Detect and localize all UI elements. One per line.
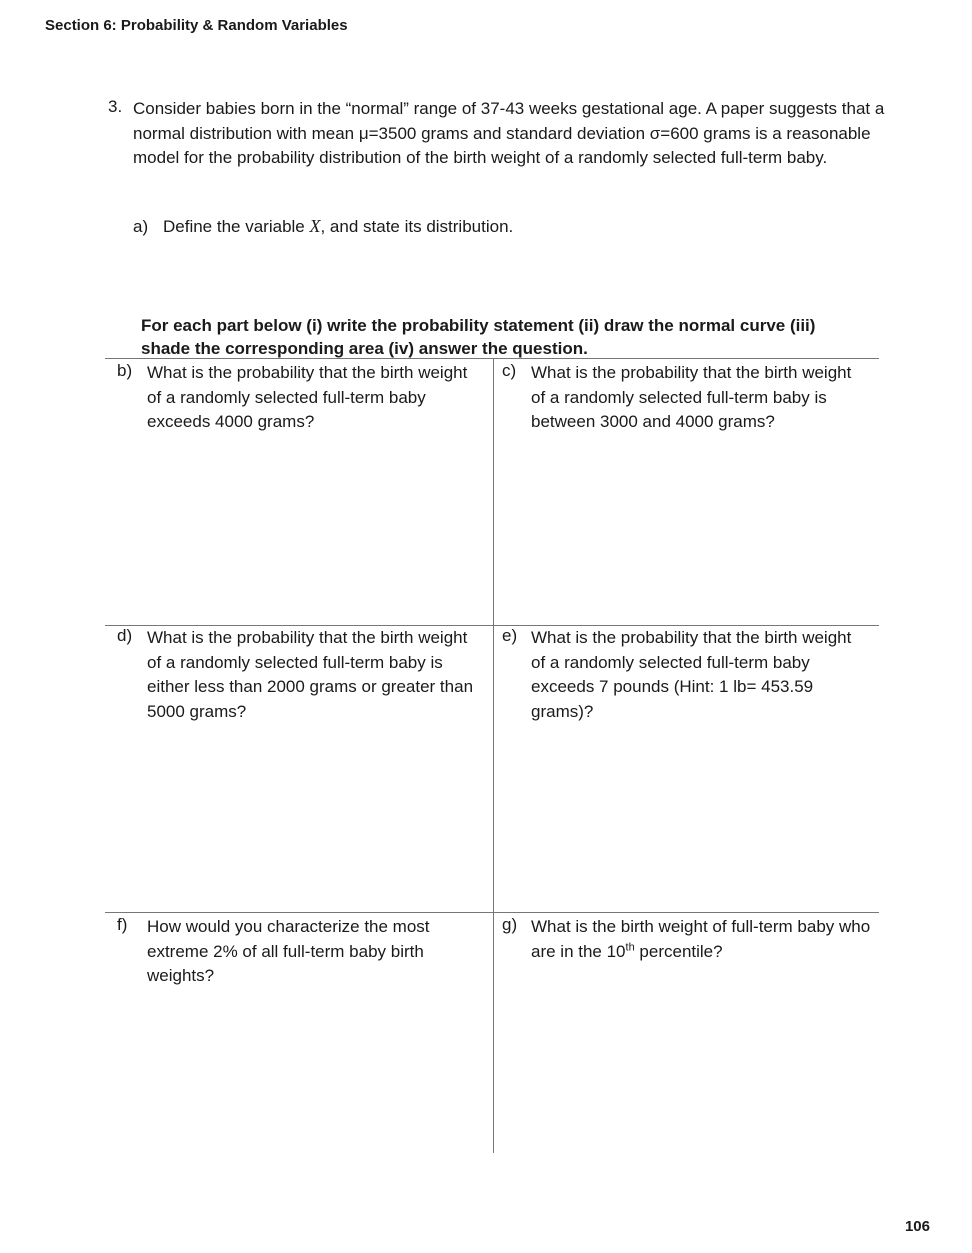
part-g-label: g) xyxy=(502,915,518,934)
part-g-text xyxy=(531,915,871,964)
part-b-text: What is the probability that the birth weight of a randomly selected full-term baby exceeds 4000 grams? xyxy=(147,363,468,431)
part-g-text-after: percentile? xyxy=(634,941,723,961)
grid-line-bottom xyxy=(105,912,879,913)
part-c-text: What is the probability that the birth weight of a randomly selected full-term baby is between 3000 and 4000 grams? xyxy=(531,363,852,431)
instructions: For each part below (i) write the probability statement (ii) draw the normal curve (iii) shade the corresponding area (iv) answer the question. xyxy=(141,316,816,358)
part-a xyxy=(133,216,513,237)
part-d-text: What is the probability that the birth weight of a randomly selected full-term baby is either less than 2000 grams or greater than 5000 grams? xyxy=(147,628,474,721)
part-e-label: e) xyxy=(502,626,518,645)
part-c-label: c) xyxy=(502,361,517,380)
question-number: 3. xyxy=(108,97,123,116)
grid-line-top xyxy=(105,358,879,359)
part-g-text-before: What is the birth weight of full-term baby who are in the 10 xyxy=(531,917,871,961)
part-a-text-before: Define the variable xyxy=(163,217,310,236)
part-a-label: a) xyxy=(133,217,149,236)
grid-line-vertical xyxy=(493,358,494,1153)
part-a-variable: X xyxy=(309,216,321,236)
question-text: Consider babies born in the “normal” range of 37-43 weeks gestational age. A paper suggests that a normal distribution with mean μ=3500 grams and standard deviation σ=600 grams is a reasonable model for the probability distribution of the birth weight of a randomly selected full-term baby. xyxy=(133,99,885,167)
page-number: 106 xyxy=(904,1218,930,1235)
part-f-text: How would you characterize the most extreme 2% of all full-term baby birth weights? xyxy=(147,917,430,985)
section-header: Section 6: Probability & Random Variables xyxy=(45,17,348,34)
part-e-text: What is the probability that the birth weight of a randomly selected full-term baby exceeds 7 pounds (Hint: 1 lb= 453.59 grams)? xyxy=(531,628,852,721)
part-d-label: d) xyxy=(117,626,133,645)
part-f-label: f) xyxy=(117,915,128,934)
part-g-superscript: th xyxy=(625,940,635,953)
part-b-label: b) xyxy=(117,361,133,380)
part-a-text-after: , and state its distribution. xyxy=(320,217,514,236)
